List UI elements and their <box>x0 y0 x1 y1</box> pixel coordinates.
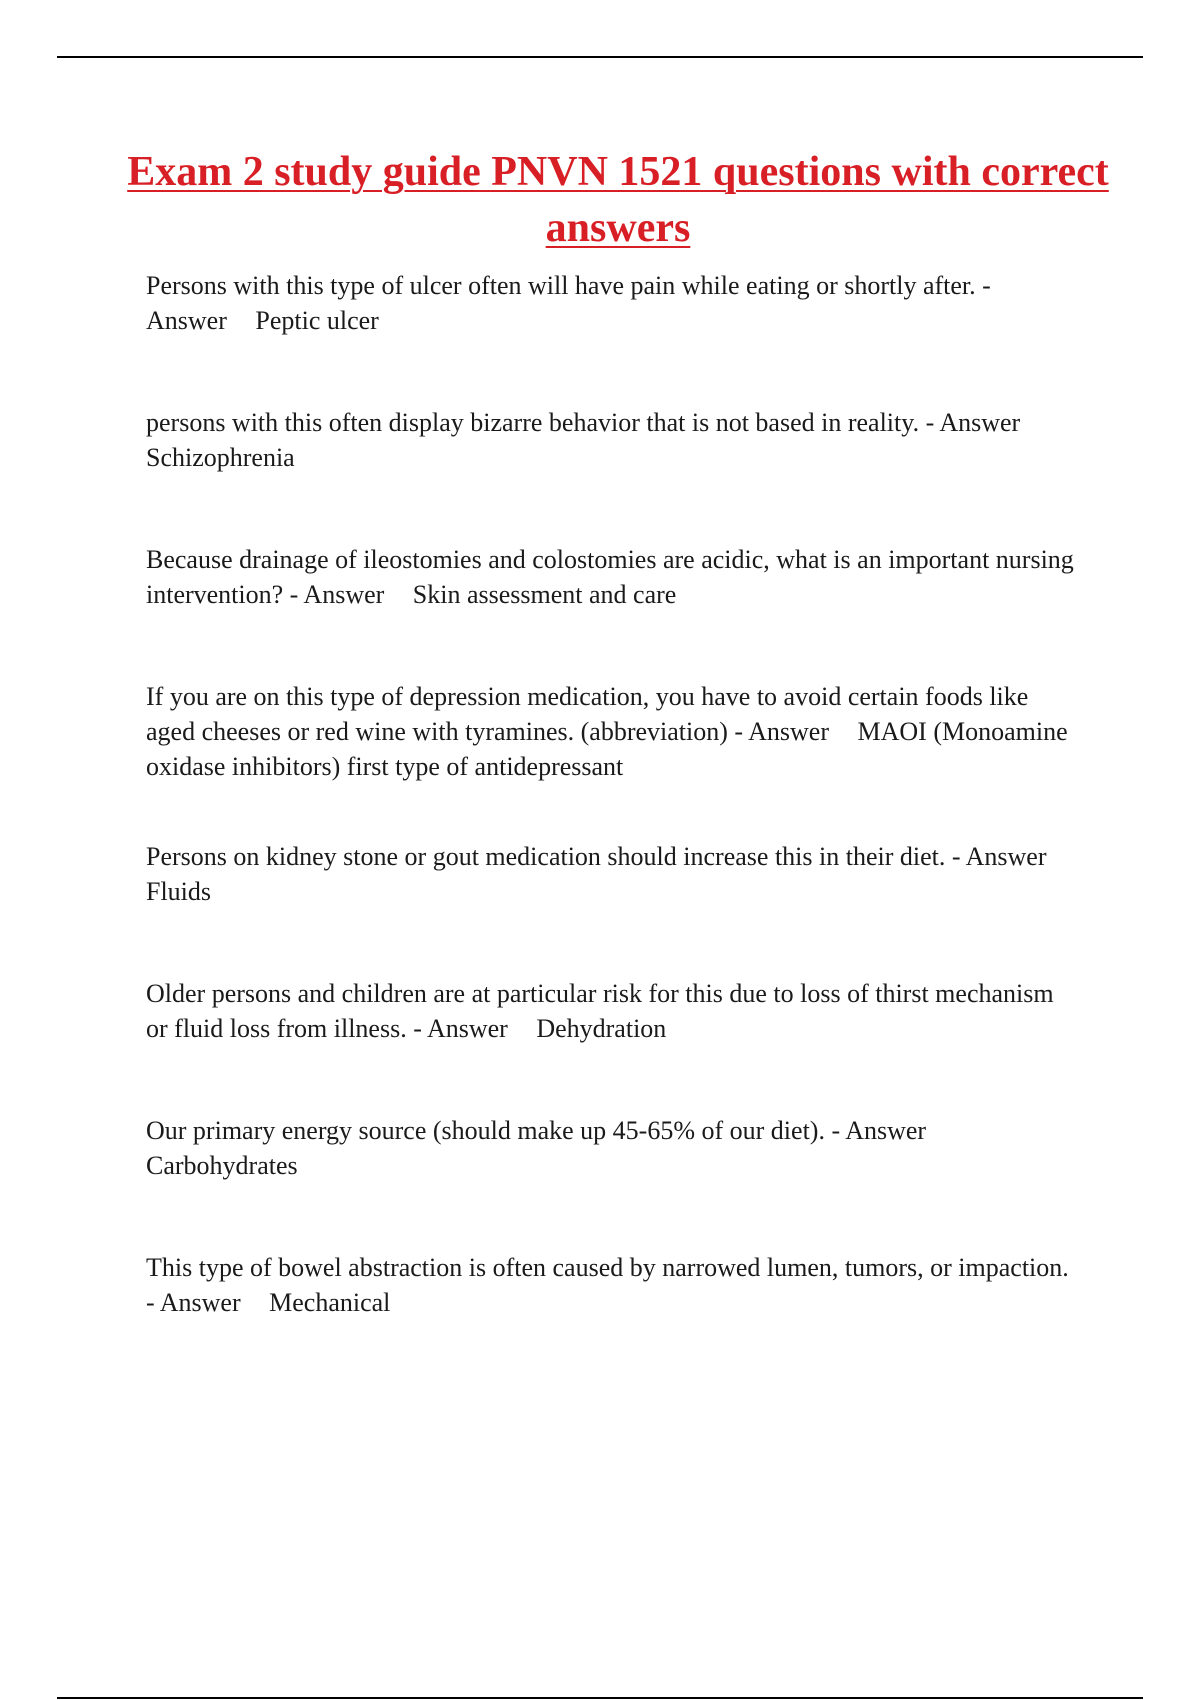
question-text: Persons with this type of ulcer often will have pain while eating or shortly after. - <box>146 271 991 300</box>
answer-text: Dehydration <box>536 1014 667 1043</box>
qa-item <box>146 405 1076 475</box>
answer-text: Fluids <box>146 877 212 906</box>
qa-item <box>146 976 1076 1046</box>
qa-item <box>146 1250 1076 1320</box>
bottom-rule <box>57 1697 1143 1699</box>
answer-label: Answer <box>146 306 227 335</box>
answer-label: Answer <box>845 1116 927 1145</box>
top-rule <box>57 56 1143 58</box>
qa-item <box>146 679 1076 784</box>
answer-text: MAOI (Monoamine oxidase inhibitors) first type of antidepressant <box>146 717 1068 781</box>
question-text: This type of bowel abstraction is often caused by narrowed lumen, tumors, or impaction. - <box>146 1253 1069 1317</box>
document-title: Exam 2 study guide PNVN 1521 questions with correct answers <box>127 149 1109 251</box>
question-text: persons with this often display bizarre behavior that is not based in reality. - <box>146 408 935 437</box>
qa-item <box>146 839 1076 909</box>
answer-label: Answer <box>426 1014 508 1043</box>
answer-label: Answer <box>965 842 1047 871</box>
qa-item <box>146 1113 1076 1183</box>
answer-text: Mechanical <box>269 1288 391 1317</box>
qa-item <box>146 268 1076 338</box>
answer-label: Answer <box>159 1288 241 1317</box>
answer-text: Peptic ulcer <box>255 306 379 335</box>
question-answer-list <box>146 268 1076 1320</box>
answer-text: Schizophrenia <box>146 443 295 472</box>
question-text: Because drainage of ileostomies and colostomies are acidic, what is an important nursing intervention? - <box>146 545 1074 609</box>
qa-item <box>146 542 1076 612</box>
question-text: If you are on this type of depression medication, you have to avoid certain foods like aged cheeses or red wine with tyramines. (abbreviation) - <box>146 682 1029 746</box>
question-text: Older persons and children are at particular risk for this due to loss of thirst mechanism or fluid loss from illness. - <box>146 979 1054 1043</box>
question-text: Persons on kidney stone or gout medication should increase this in their diet. - <box>146 842 961 871</box>
answer-label: Answer <box>303 580 385 609</box>
question-text: Our primary energy source (should make up 45-65% of our diet). - <box>146 1116 841 1145</box>
answer-label: Answer <box>939 408 1021 437</box>
answer-label: Answer <box>748 717 830 746</box>
answer-text: Skin assessment and care <box>412 580 677 609</box>
answer-text: Carbohydrates <box>146 1151 298 1180</box>
